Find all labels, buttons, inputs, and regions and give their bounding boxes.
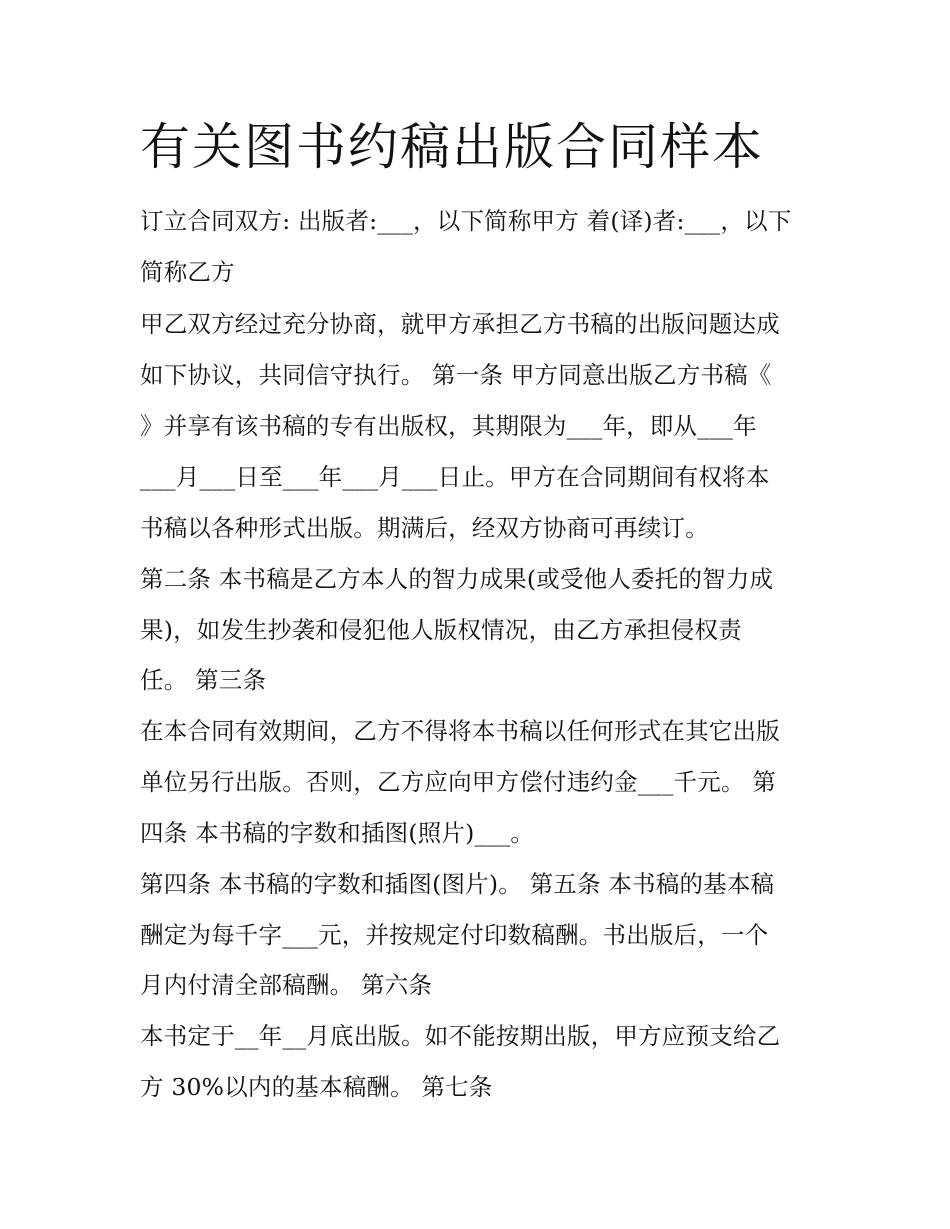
document-title: 有关图书约稿出版合同样本 xyxy=(140,118,764,176)
body-line: 第二条 本书稿是乙方本人的智力成果(或受他人委托的智力成 xyxy=(140,565,774,593)
body-line: 四条 本书稿的字数和插图(照片)___。 xyxy=(140,819,535,847)
body-line: 简称乙方 xyxy=(140,258,235,286)
body-line: 订立合同双方: 出版者:___，以下简称甲方 着(译)者:___，以下 xyxy=(140,207,792,235)
body-line: 果)，如发生抄袭和侵犯他人版权情况，由乙方承担侵权责 xyxy=(140,616,742,644)
body-line: ___月___日至___年___月___日止。甲方在合同期间有权将本 xyxy=(140,463,770,491)
body-line: 》并享有该书稿的专有出版权，其期限为___年，即从___年 xyxy=(140,412,757,440)
body-line: 任。 第三条 xyxy=(140,666,267,694)
body-line: 本书定于__年__月底出版。如不能按期出版，甲方应预支给乙 xyxy=(140,1022,781,1050)
body-line: 书稿以各种形式出版。期满后，经双方协商可再续订。 xyxy=(140,514,709,542)
body-line: 方 30%以内的基本稿酬。 第七条 xyxy=(140,1073,493,1101)
body-line: 单位另行出版。否则，乙方应向甲方偿付违约金___千元。 第 xyxy=(140,768,777,796)
body-line: 月内付清全部稿酬。 第六条 xyxy=(140,971,433,999)
body-line: 第四条 本书稿的字数和插图(图片)。 第五条 本书稿的基本稿 xyxy=(140,870,775,898)
body-line: 甲乙双方经过充分协商，就甲方承担乙方书稿的出版问题达成 xyxy=(140,310,780,338)
body-line: 在本合同有效期间，乙方不得将本书稿以任何形式在其它出版 xyxy=(140,717,780,745)
body-line: 酬定为每千字___元，并按规定付印数稿酬。书出版后，一个 xyxy=(140,921,769,949)
body-line: 如下协议，共同信守执行。 第一条 甲方同意出版乙方书稿《 xyxy=(140,361,772,389)
